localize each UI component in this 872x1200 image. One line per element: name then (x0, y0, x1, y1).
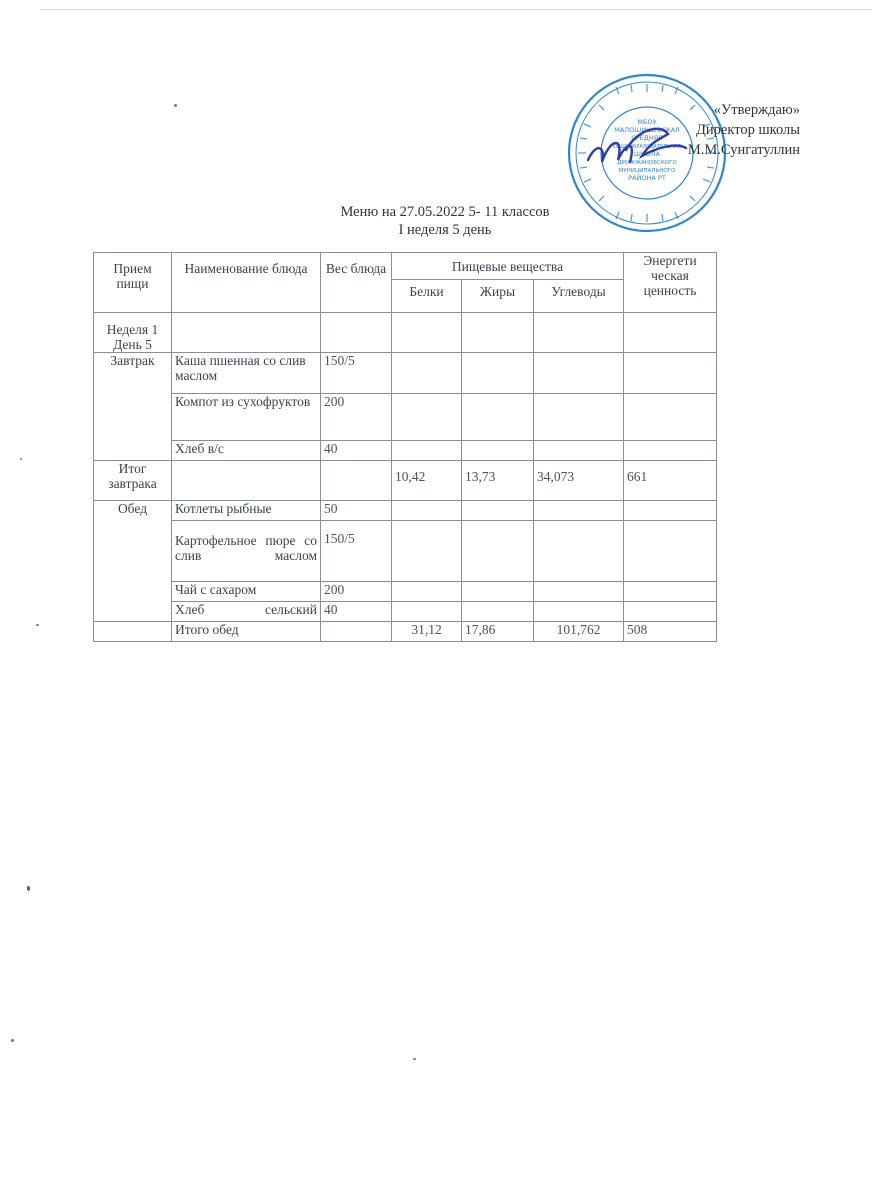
empty-cell (321, 313, 392, 353)
menu-table (93, 252, 717, 642)
header-dish: Наименование блюда (172, 253, 321, 313)
breakfast-total-protein: 10,42 (392, 461, 462, 501)
dish-weight: 40 (321, 602, 392, 622)
dish-name: Чай с сахаром (172, 582, 321, 602)
dish-name: Компот из сухофруктов (172, 394, 321, 441)
lunch-total-carbs: 101,762 (534, 622, 624, 642)
table-row (94, 353, 717, 394)
breakfast-label: Завтрак (94, 353, 172, 461)
week-day-cell: Неделя 1 День 5 (94, 313, 172, 353)
lunch-label: Обед (94, 501, 172, 622)
empty-cell (172, 313, 321, 353)
scan-speck (20, 458, 22, 460)
stamp-text-line: ОБЩЕОБРАЗОВАТЕЛЬНАЯ (613, 144, 681, 150)
header-weight: Вес блюда (321, 253, 392, 313)
stamp-text-line: МБОУ (637, 118, 657, 126)
breakfast-total-energy: 661 (624, 461, 717, 501)
dish-weight: 200 (321, 394, 392, 441)
approval-name: М.М.Сунгатуллин (687, 142, 800, 158)
dish-weight: 200 (321, 582, 392, 602)
dish-weight: 50 (321, 501, 392, 521)
lunch-total-label: Итого обед (172, 622, 321, 642)
approval-position: Директор школы (696, 122, 800, 138)
lunch-total-row (94, 622, 717, 642)
breakfast-total-label: Итог завтрака (94, 461, 172, 501)
header-nutrients: Пищевые вещества (392, 253, 624, 280)
lunch-total-protein: 31,12 (392, 622, 462, 642)
table-row (94, 582, 717, 602)
table-row (94, 501, 717, 521)
stamp-text-line: МАЛОШИШЕВСКАЯ (614, 126, 680, 134)
scan-speck (27, 886, 30, 891)
dish-name: Котлеты рыбные (172, 501, 321, 521)
table-row (94, 602, 717, 622)
dish-weight: 150/5 (321, 521, 392, 582)
empty-cell (534, 313, 624, 353)
approval-block (640, 100, 800, 160)
menu-subtitle: I неделя 5 день (398, 222, 492, 238)
dish-name: Хлеб сельский (172, 602, 321, 622)
table-row (94, 441, 717, 461)
dish-name: Картофельное пюре со слив маслом (172, 521, 321, 582)
header-fat: Жиры (462, 280, 534, 313)
empty-cell (462, 313, 534, 353)
empty-cell (392, 313, 462, 353)
table-row (94, 394, 717, 441)
stamp-text-line: РАЙОНА РТ (628, 174, 666, 182)
dish-weight: 150/5 (321, 353, 392, 394)
stamp-text-line: СРЕДНЯЯ (631, 134, 663, 142)
menu-title: Меню на 27.05.2022 5- 11 классов (340, 204, 550, 220)
table-row (94, 521, 717, 582)
header-energy: Энергети ческая ценность (624, 253, 717, 313)
dish-weight: 40 (321, 441, 392, 461)
stamp-text-line: ШКОЛА (633, 150, 661, 158)
dish-name: Хлеб в/с (172, 441, 321, 461)
stamp-text-line: МУНИЦИПАЛЬНОГО (618, 168, 676, 174)
scan-top-edge (40, 9, 872, 10)
menu-heading (300, 203, 590, 239)
breakfast-total-fat: 13,73 (462, 461, 534, 501)
header-protein: Белки (392, 280, 462, 313)
dish-name: Каша пшенная со слив маслом (172, 353, 321, 394)
stamp-text-line: ДРОЖЖАНОВСКОГО (617, 160, 677, 166)
breakfast-total-row (94, 461, 717, 501)
empty-cell (624, 313, 717, 353)
header-meal: Прием пищи (94, 253, 172, 313)
scan-speck (36, 624, 39, 626)
lunch-total-fat: 17,86 (462, 622, 534, 642)
scan-speck (11, 1039, 14, 1042)
approval-title: «Утверждаю» (713, 102, 800, 118)
breakfast-total-carbs: 34,073 (534, 461, 624, 501)
scan-speck (174, 104, 177, 107)
header-carbs: Углеводы (534, 280, 624, 313)
scan-speck (413, 1058, 416, 1060)
lunch-total-energy: 508 (624, 622, 717, 642)
